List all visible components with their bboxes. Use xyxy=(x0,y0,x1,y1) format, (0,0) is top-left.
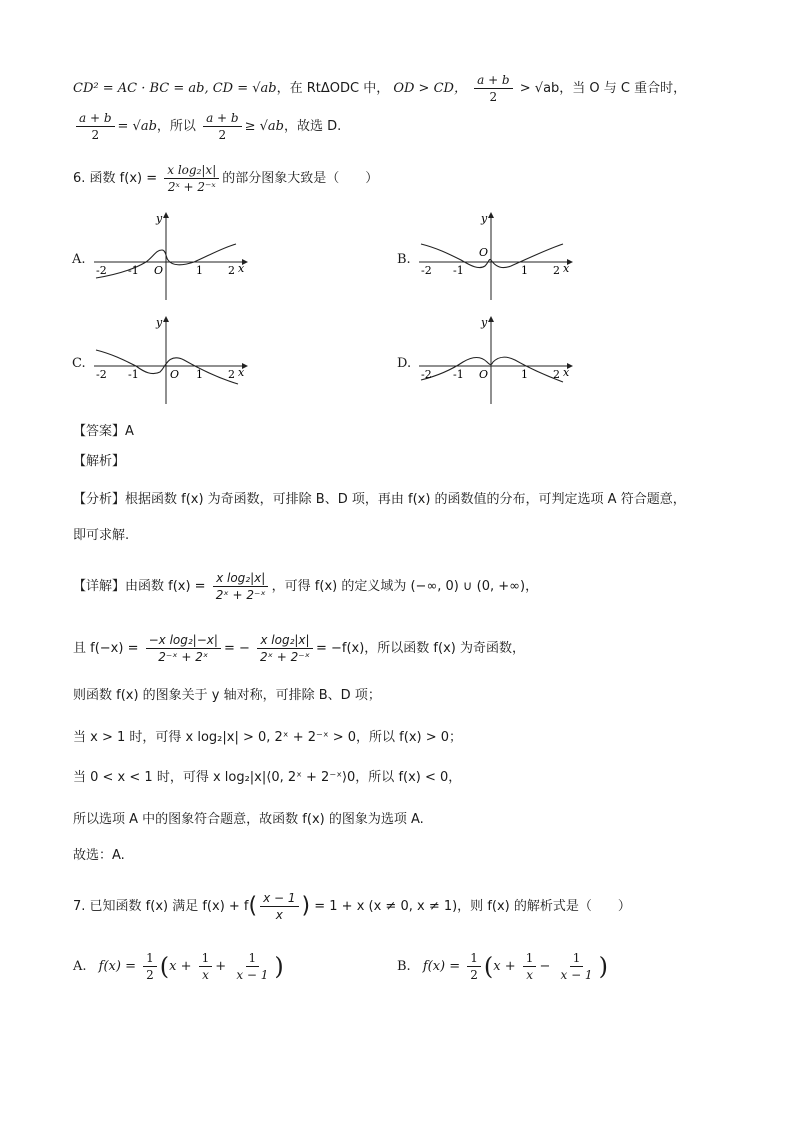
fraction-numerator: a + b xyxy=(76,110,115,127)
fenxi-line-2: 即可求解. xyxy=(73,528,130,543)
fraction-numerator: 1 xyxy=(143,950,157,967)
question-6 xyxy=(73,162,378,195)
line1-formula-a: CD² = AC · BC = ab, CD = √ab xyxy=(73,81,277,96)
y-axis-label: y xyxy=(481,316,488,329)
close-paren: ) xyxy=(301,893,311,919)
option-b-half xyxy=(467,950,481,983)
tick-label: 1 xyxy=(196,368,203,381)
line2-fraction-1 xyxy=(76,110,115,143)
fraction-numerator: a + b xyxy=(203,110,242,127)
x-axis-label: x xyxy=(238,366,245,379)
detail-line-1 xyxy=(73,570,538,603)
graph-b-curve xyxy=(421,244,563,268)
option-b-minus: − xyxy=(539,959,551,974)
detail-l2-fraction-2 xyxy=(257,632,313,665)
fraction-numerator: x − 1 xyxy=(260,890,298,907)
detail-l1-fraction xyxy=(213,570,269,603)
graph-b xyxy=(415,208,575,304)
detail-line-4: 当 x > 1 时，可得 x log₂|x| > 0, 2ˣ + 2⁻ˣ > 0，所以 f(x) > 0； xyxy=(73,730,463,745)
fraction-denominator: x xyxy=(202,968,209,982)
open-paren: ( xyxy=(248,893,258,919)
tick-label: 1 xyxy=(196,264,203,277)
option-b-frac-2 xyxy=(557,950,595,983)
fraction-denominator: x xyxy=(275,908,283,922)
fraction-numerator: x log₂|x| xyxy=(213,570,268,587)
fraction-denominator: 2ˣ + 2⁻ˣ xyxy=(260,650,310,664)
origin-label: O xyxy=(170,368,180,381)
detail-l2-suffix: = −f(x)，所以函数 f(x) 为奇函数， xyxy=(315,641,525,656)
option-a-half xyxy=(143,950,157,983)
q7-option-b xyxy=(397,950,608,983)
fraction-denominator: 2 xyxy=(91,128,100,142)
fraction-numerator: a + b xyxy=(474,72,513,89)
fraction-denominator: 2⁻ˣ + 2ˣ xyxy=(158,650,209,664)
q7-suffix: = 1 + x (x ≠ 0, x ≠ 1)，则 f(x) 的解析式是（ ） xyxy=(314,899,631,914)
solution-line-2 xyxy=(73,110,341,143)
fraction-denominator: 2ˣ + 2⁻ˣ xyxy=(167,180,216,194)
solution-line-1 xyxy=(73,72,686,105)
fraction-numerator: 1 xyxy=(523,950,537,967)
line1-formula-c: OD > CD， xyxy=(393,81,467,96)
fraction-denominator: 2ˣ + 2⁻ˣ xyxy=(215,588,266,602)
open-paren: ( xyxy=(159,952,170,981)
y-axis-arrow-icon xyxy=(488,316,494,322)
answer-line: 【答案】A xyxy=(73,424,134,439)
graph-c-label: C. xyxy=(72,356,86,371)
fraction-numerator: 1 xyxy=(246,950,260,967)
line2-text-d: ，故选 D. xyxy=(284,119,342,134)
graph-d xyxy=(415,312,575,408)
origin-label: O xyxy=(154,264,164,277)
detail-line-7: 故选：A. xyxy=(73,848,125,863)
x-axis-label: x xyxy=(563,366,570,379)
line2-fraction-2 xyxy=(203,110,242,143)
q6-fraction xyxy=(164,162,219,195)
line2-formula-c: ≥ √ab xyxy=(244,119,284,134)
q6-prefix: 6. 函数 f(x) = xyxy=(73,171,158,186)
fraction-numerator: 1 xyxy=(570,950,584,967)
origin-label: O xyxy=(479,368,489,381)
option-a-pre: f(x) = xyxy=(98,959,136,974)
tick-label: 2 xyxy=(553,368,560,381)
option-b-body: x + xyxy=(493,959,516,974)
tick-label: 1 xyxy=(521,264,528,277)
y-axis-arrow-icon xyxy=(163,316,169,322)
x-axis-label: x xyxy=(563,262,570,275)
y-axis-arrow-icon xyxy=(488,212,494,218)
q6-suffix: 的部分图象大致是（ ） xyxy=(222,171,379,186)
graph-c xyxy=(90,312,250,408)
detail-l2-mid: = − xyxy=(223,641,250,656)
fenxi-line-1: 【分析】根据函数 f(x) 为奇函数，可排除 B、D 项，再由 f(x) 的函数值的分布，可判定选项 A 符合题意， xyxy=(73,492,686,507)
detail-line-6: 所以选项 A 中的图象符合题意，故函数 f(x) 的图象为选项 A. xyxy=(73,812,424,827)
fraction-denominator: x − 1 xyxy=(236,968,269,982)
detail-l2-prefix: 且 f(−x) = xyxy=(73,641,139,656)
tick-label: 2 xyxy=(228,368,235,381)
tick-label: 2 xyxy=(553,264,560,277)
tick-label: -2 xyxy=(96,264,107,277)
y-axis-label: y xyxy=(156,212,163,225)
tick-label: -2 xyxy=(421,264,432,277)
tick-label: 1 xyxy=(521,368,528,381)
line2-formula-a: = √ab xyxy=(117,119,157,134)
fraction-numerator: −x log₂|−x| xyxy=(146,632,221,649)
option-a-body: x + xyxy=(169,959,192,974)
tick-label: -1 xyxy=(128,264,139,277)
line2-text-b: ，所以 xyxy=(156,119,196,134)
fraction-denominator: 2 xyxy=(218,128,227,142)
fraction-denominator: 2 xyxy=(489,90,498,104)
detail-line-5: 当 0 < x < 1 时，可得 x log₂|x|⟨0, 2ˣ + 2⁻ˣ⟩0，所以 f(x) < 0， xyxy=(73,770,462,785)
line1-fraction xyxy=(474,72,513,105)
graph-a xyxy=(90,208,250,304)
detail-line-3: 则函数 f(x) 的图象关于 y 轴对称，可排除 B、D 项； xyxy=(73,688,381,703)
analysis-title: 【解析】 xyxy=(73,454,126,469)
graph-d-curve xyxy=(421,357,563,382)
close-paren: ) xyxy=(274,952,284,981)
option-a-plus: + xyxy=(215,959,227,974)
option-b-frac-1 xyxy=(523,950,537,983)
y-axis-arrow-icon xyxy=(163,212,169,218)
line1-text-e: > √ab，当 O 与 C 重合时， xyxy=(519,81,687,96)
graph-a-label: A. xyxy=(72,252,86,267)
tick-label: -1 xyxy=(453,368,464,381)
detail-l2-fraction-1 xyxy=(146,632,221,665)
option-a-label: A. xyxy=(73,959,87,974)
detail-l1-prefix: 【详解】由函数 f(x) = xyxy=(73,579,206,594)
detail-line-2 xyxy=(73,632,525,665)
q7-option-a xyxy=(73,950,284,983)
graph-c-curve xyxy=(96,350,238,384)
fraction-numerator: 1 xyxy=(467,950,481,967)
option-a-frac-1 xyxy=(199,950,213,983)
graph-d-label: D. xyxy=(397,356,412,371)
tick-label: 2 xyxy=(228,264,235,277)
option-b-pre: f(x) = xyxy=(422,959,461,974)
fraction-numerator: 1 xyxy=(199,950,213,967)
q7-fraction xyxy=(260,890,298,923)
question-7 xyxy=(73,890,631,923)
option-a-frac-2 xyxy=(233,950,271,983)
close-paren: ) xyxy=(598,952,608,981)
line1-text-b: ，在 RtΔODC 中， xyxy=(276,81,390,96)
tick-label: -1 xyxy=(128,368,139,381)
detail-l1-suffix: ，可得 f(x) 的定义域为 (−∞, 0) ∪ (0, +∞)， xyxy=(271,579,539,594)
y-axis-label: y xyxy=(156,316,163,329)
open-paren: ( xyxy=(483,952,494,981)
x-axis-label: x xyxy=(238,262,245,275)
fraction-denominator: x − 1 xyxy=(560,968,593,982)
q7-prefix: 7. 已知函数 f(x) 满足 f(x) + f xyxy=(73,899,249,914)
graph-b-label: B. xyxy=(397,252,411,267)
fraction-denominator: x xyxy=(526,968,533,982)
tick-label: -1 xyxy=(453,264,464,277)
fraction-numerator: x log₂|x| xyxy=(257,632,312,649)
tick-label: -2 xyxy=(96,368,107,381)
origin-label: O xyxy=(479,246,489,259)
y-axis-label: y xyxy=(481,212,488,225)
fraction-numerator: x log₂|x| xyxy=(164,162,219,179)
option-b-label: B. xyxy=(397,959,411,974)
tick-label: -2 xyxy=(421,368,432,381)
fraction-denominator: 2 xyxy=(146,968,154,982)
fraction-denominator: 2 xyxy=(470,968,478,982)
